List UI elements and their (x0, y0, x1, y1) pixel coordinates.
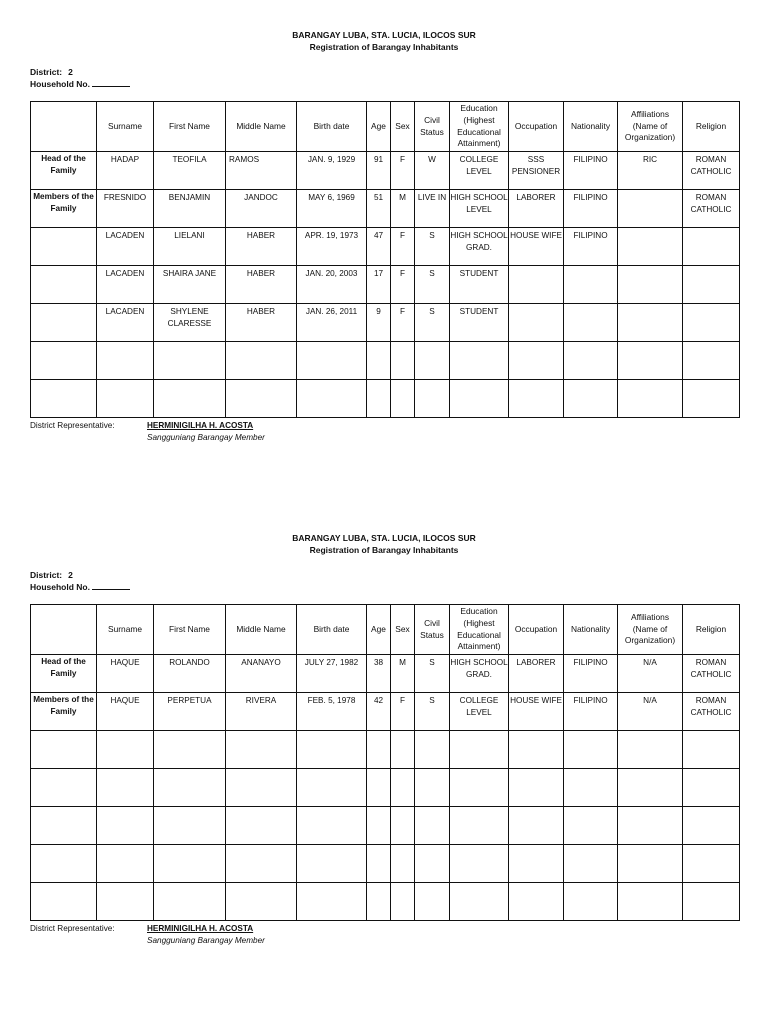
column-header: First Name (154, 102, 226, 152)
column-header: Occupation (509, 102, 564, 152)
cell-birth[interactable] (297, 380, 367, 418)
district-line (30, 569, 130, 581)
cell-surname[interactable]: HAQUE (97, 655, 154, 693)
cell-age[interactable]: 17 (367, 266, 391, 304)
cell-middle[interactable]: ANANAYO (226, 655, 297, 693)
cell-religion[interactable]: ROMAN CATHOLIC (683, 693, 740, 731)
cell-surname[interactable] (97, 883, 154, 921)
column-header: Surname (97, 605, 154, 655)
column-header: Occupation (509, 605, 564, 655)
cell-age[interactable]: 51 (367, 190, 391, 228)
cell-sex[interactable]: F (391, 228, 415, 266)
cell-affiliation[interactable] (618, 883, 683, 921)
table-row (31, 228, 740, 266)
cell-occupation[interactable] (509, 380, 564, 418)
table-row (31, 655, 740, 693)
form-subtitle: Registration of Barangay Inhabitants (309, 42, 459, 52)
cell-affiliation[interactable] (618, 845, 683, 883)
cell-civil[interactable]: S (415, 693, 450, 731)
cell-age[interactable] (367, 342, 391, 380)
cell-civil[interactable]: S (415, 655, 450, 693)
column-header: Birth date (297, 102, 367, 152)
household-number-field[interactable] (92, 78, 130, 87)
table-row (31, 807, 740, 845)
cell-first[interactable] (154, 807, 226, 845)
representative-name: HERMINIGILHA H. ACOSTA (147, 421, 254, 430)
cell-first[interactable] (154, 769, 226, 807)
cell-affiliation[interactable] (618, 304, 683, 342)
column-header: Sex (391, 605, 415, 655)
cell-middle[interactable] (226, 883, 297, 921)
cell-occupation[interactable]: HOUSE WIFE (509, 228, 564, 266)
cell-surname[interactable]: LACADEN (97, 228, 154, 266)
cell-occupation[interactable] (509, 342, 564, 380)
column-header: Civil Status (415, 102, 450, 152)
cell-nationality[interactable]: FILIPINO (564, 190, 618, 228)
column-header: Surname (97, 102, 154, 152)
column-header: Nationality (564, 605, 618, 655)
column-header (31, 102, 97, 152)
cell-education[interactable] (450, 342, 509, 380)
cell-age[interactable] (367, 883, 391, 921)
cell-birth[interactable]: APR. 19, 1973 (297, 228, 367, 266)
cell-education[interactable]: HIGH SCHOOL GRAD. (450, 655, 509, 693)
cell-first[interactable]: TEOFILA (154, 152, 226, 190)
column-header: Birth date (297, 605, 367, 655)
cell-civil[interactable]: S (415, 266, 450, 304)
cell-birth[interactable]: FEB. 5, 1978 (297, 693, 367, 731)
table-row (31, 342, 740, 380)
cell-civil[interactable] (415, 342, 450, 380)
cell-sex[interactable]: F (391, 304, 415, 342)
representative-label: District Representative: (30, 421, 115, 430)
cell-affiliation[interactable] (618, 342, 683, 380)
cell-first[interactable] (154, 380, 226, 418)
household-line (30, 78, 130, 90)
column-header: Education (Highest Educational Attainment) (450, 102, 509, 152)
cell-civil[interactable] (415, 769, 450, 807)
column-header: Age (367, 605, 391, 655)
cell-middle[interactable]: HABER (226, 266, 297, 304)
inhabitants-table (30, 604, 740, 921)
cell-occupation[interactable] (509, 769, 564, 807)
row-label: Members of the Family (31, 190, 97, 228)
row-label (31, 266, 97, 304)
cell-age[interactable] (367, 731, 391, 769)
table-row (31, 152, 740, 190)
cell-birth[interactable]: JULY 27, 1982 (297, 655, 367, 693)
cell-surname[interactable]: HADAP (97, 152, 154, 190)
cell-surname[interactable]: FRESNIDO (97, 190, 154, 228)
cell-surname[interactable] (97, 380, 154, 418)
cell-civil[interactable] (415, 883, 450, 921)
cell-occupation[interactable]: SSS PENSIONER (509, 152, 564, 190)
cell-first[interactable] (154, 883, 226, 921)
cell-affiliation[interactable]: RIC (618, 152, 683, 190)
cell-occupation[interactable] (509, 731, 564, 769)
cell-affiliation[interactable]: N/A (618, 693, 683, 731)
column-header: First Name (154, 605, 226, 655)
cell-occupation[interactable] (509, 266, 564, 304)
cell-age[interactable]: 9 (367, 304, 391, 342)
table-row (31, 380, 740, 418)
cell-sex[interactable]: M (391, 655, 415, 693)
cell-religion[interactable] (683, 266, 740, 304)
cell-nationality[interactable] (564, 769, 618, 807)
cell-age[interactable]: 91 (367, 152, 391, 190)
cell-nationality[interactable] (564, 807, 618, 845)
cell-civil[interactable]: S (415, 304, 450, 342)
cell-education[interactable] (450, 731, 509, 769)
row-label (31, 380, 97, 418)
cell-first[interactable]: LIELANI (154, 228, 226, 266)
form-title: BARANGAY LUBA, STA. LUCIA, ILOCOS SUR (292, 533, 476, 543)
cell-sex[interactable]: F (391, 693, 415, 731)
table-row (31, 769, 740, 807)
column-header: Civil Status (415, 605, 450, 655)
table-row (31, 304, 740, 342)
representative-role: Sangguniang Barangay Member (147, 433, 265, 442)
cell-religion[interactable] (683, 845, 740, 883)
cell-birth[interactable] (297, 883, 367, 921)
row-label (31, 807, 97, 845)
cell-sex[interactable]: F (391, 266, 415, 304)
cell-religion[interactable]: ROMAN CATHOLIC (683, 655, 740, 693)
cell-middle[interactable] (226, 380, 297, 418)
cell-education[interactable] (450, 380, 509, 418)
cell-birth[interactable]: JAN. 9, 1929 (297, 152, 367, 190)
cell-religion[interactable] (683, 883, 740, 921)
cell-first[interactable] (154, 845, 226, 883)
form-subtitle: Registration of Barangay Inhabitants (309, 545, 459, 555)
cell-education[interactable]: COLLEGE LEVEL (450, 693, 509, 731)
cell-civil[interactable] (415, 380, 450, 418)
representative-name: HERMINIGILHA H. ACOSTA (147, 924, 254, 933)
cell-birth[interactable] (297, 807, 367, 845)
row-label (31, 845, 97, 883)
cell-first[interactable]: BENJAMIN (154, 190, 226, 228)
cell-surname[interactable]: HAQUE (97, 693, 154, 731)
registration-form (0, 29, 768, 442)
cell-birth[interactable] (297, 845, 367, 883)
cell-civil[interactable] (415, 731, 450, 769)
district-value: 2 (68, 67, 73, 77)
representative-role: Sangguniang Barangay Member (147, 936, 265, 945)
column-header: Middle Name (226, 102, 297, 152)
cell-sex[interactable] (391, 883, 415, 921)
cell-surname[interactable] (97, 342, 154, 380)
cell-occupation[interactable]: LABORER (509, 655, 564, 693)
cell-sex[interactable] (391, 769, 415, 807)
row-label: Members of the Family (31, 693, 97, 731)
household-number-field[interactable] (92, 581, 130, 590)
cell-education[interactable] (450, 845, 509, 883)
cell-birth[interactable]: JAN. 20, 2003 (297, 266, 367, 304)
cell-religion[interactable] (683, 304, 740, 342)
cell-sex[interactable] (391, 380, 415, 418)
column-header: Education (Highest Educational Attainment) (450, 605, 509, 655)
cell-middle[interactable]: HABER (226, 228, 297, 266)
cell-education[interactable] (450, 769, 509, 807)
column-header: Middle Name (226, 605, 297, 655)
cell-nationality[interactable] (564, 883, 618, 921)
district-line (30, 66, 130, 78)
table-row (31, 845, 740, 883)
cell-nationality[interactable] (564, 342, 618, 380)
cell-religion[interactable] (683, 769, 740, 807)
cell-middle[interactable]: JANDOC (226, 190, 297, 228)
cell-religion[interactable]: ROMAN CATHOLIC (683, 152, 740, 190)
table-row (31, 693, 740, 731)
column-header (31, 605, 97, 655)
row-label (31, 342, 97, 380)
district-label: District: (30, 67, 63, 77)
form-meta (30, 66, 130, 90)
row-label (31, 883, 97, 921)
cell-middle[interactable]: RIVERA (226, 693, 297, 731)
cell-birth[interactable]: JAN. 26, 2011 (297, 304, 367, 342)
cell-civil[interactable]: LIVE IN (415, 190, 450, 228)
cell-nationality[interactable]: FILIPINO (564, 655, 618, 693)
cell-civil[interactable]: S (415, 228, 450, 266)
cell-affiliation[interactable] (618, 190, 683, 228)
cell-nationality[interactable] (564, 304, 618, 342)
cell-civil[interactable]: W (415, 152, 450, 190)
cell-sex[interactable] (391, 807, 415, 845)
cell-occupation[interactable] (509, 304, 564, 342)
cell-first[interactable] (154, 342, 226, 380)
cell-middle[interactable] (226, 342, 297, 380)
cell-religion[interactable] (683, 380, 740, 418)
cell-nationality[interactable]: FILIPINO (564, 228, 618, 266)
cell-surname[interactable] (97, 807, 154, 845)
cell-affiliation[interactable] (618, 380, 683, 418)
cell-education[interactable] (450, 807, 509, 845)
row-label (31, 731, 97, 769)
cell-middle[interactable] (226, 769, 297, 807)
cell-religion[interactable] (683, 342, 740, 380)
column-header: Affiliations (Name of Organization) (618, 102, 683, 152)
cell-education[interactable]: STUDENT (450, 266, 509, 304)
district-value: 2 (68, 570, 73, 580)
cell-surname[interactable] (97, 845, 154, 883)
household-label: Household No. (30, 582, 90, 592)
cell-sex[interactable] (391, 342, 415, 380)
cell-nationality[interactable] (564, 845, 618, 883)
cell-occupation[interactable] (509, 845, 564, 883)
cell-surname[interactable] (97, 769, 154, 807)
cell-education[interactable] (450, 883, 509, 921)
district-label: District: (30, 570, 63, 580)
district-representative (30, 420, 265, 444)
cell-nationality[interactable] (564, 731, 618, 769)
column-header: Nationality (564, 102, 618, 152)
cell-religion[interactable] (683, 807, 740, 845)
cell-education[interactable]: COLLEGE LEVEL (450, 152, 509, 190)
cell-occupation[interactable] (509, 807, 564, 845)
cell-birth[interactable] (297, 342, 367, 380)
cell-civil[interactable] (415, 807, 450, 845)
cell-nationality[interactable]: FILIPINO (564, 152, 618, 190)
form-title: BARANGAY LUBA, STA. LUCIA, ILOCOS SUR (292, 30, 476, 40)
cell-affiliation[interactable] (618, 266, 683, 304)
table-row (31, 266, 740, 304)
row-label (31, 228, 97, 266)
column-header: Religion (683, 102, 740, 152)
cell-first[interactable]: ROLANDO (154, 655, 226, 693)
cell-affiliation[interactable]: N/A (618, 655, 683, 693)
column-header: Religion (683, 605, 740, 655)
table-row (31, 731, 740, 769)
household-line (30, 581, 130, 593)
cell-affiliation[interactable] (618, 807, 683, 845)
cell-first[interactable]: SHYLENE CLARESSE (154, 304, 226, 342)
column-header: Age (367, 102, 391, 152)
cell-middle[interactable] (226, 731, 297, 769)
cell-surname[interactable] (97, 731, 154, 769)
cell-age[interactable] (367, 845, 391, 883)
cell-middle[interactable]: HABER (226, 304, 297, 342)
cell-affiliation[interactable] (618, 769, 683, 807)
district-representative (30, 923, 265, 947)
inhabitants-table (30, 101, 740, 418)
cell-religion[interactable]: ROMAN CATHOLIC (683, 190, 740, 228)
cell-nationality[interactable]: FILIPINO (564, 693, 618, 731)
representative-label: District Representative: (30, 924, 115, 933)
cell-birth[interactable]: MAY 6, 1969 (297, 190, 367, 228)
cell-religion[interactable] (683, 228, 740, 266)
row-label: Head of the Family (31, 152, 97, 190)
registration-form (0, 532, 768, 945)
cell-civil[interactable] (415, 845, 450, 883)
cell-occupation[interactable] (509, 883, 564, 921)
cell-birth[interactable] (297, 769, 367, 807)
cell-age[interactable]: 38 (367, 655, 391, 693)
cell-surname[interactable]: LACADEN (97, 266, 154, 304)
form-meta (30, 569, 130, 593)
cell-age[interactable] (367, 380, 391, 418)
cell-occupation[interactable]: LABORER (509, 190, 564, 228)
cell-birth[interactable] (297, 731, 367, 769)
cell-age[interactable] (367, 769, 391, 807)
cell-nationality[interactable] (564, 266, 618, 304)
cell-nationality[interactable] (564, 380, 618, 418)
row-label (31, 304, 97, 342)
cell-affiliation[interactable] (618, 731, 683, 769)
table-row (31, 883, 740, 921)
cell-first[interactable]: PERPETUA (154, 693, 226, 731)
cell-religion[interactable] (683, 731, 740, 769)
cell-education[interactable]: HIGH SCHOOL GRAD. (450, 228, 509, 266)
row-label (31, 769, 97, 807)
cell-sex[interactable]: F (391, 152, 415, 190)
cell-age[interactable]: 42 (367, 693, 391, 731)
cell-age[interactable] (367, 807, 391, 845)
row-label: Head of the Family (31, 655, 97, 693)
column-header: Sex (391, 102, 415, 152)
cell-education[interactable]: STUDENT (450, 304, 509, 342)
cell-first[interactable] (154, 731, 226, 769)
cell-age[interactable]: 47 (367, 228, 391, 266)
cell-first[interactable]: SHAIRA JANE (154, 266, 226, 304)
cell-sex[interactable] (391, 845, 415, 883)
cell-sex[interactable]: M (391, 190, 415, 228)
cell-education[interactable]: HIGH SCHOOL LEVEL (450, 190, 509, 228)
column-header: Affiliations (Name of Organization) (618, 605, 683, 655)
cell-surname[interactable]: LACADEN (97, 304, 154, 342)
cell-middle[interactable] (226, 845, 297, 883)
cell-sex[interactable] (391, 731, 415, 769)
cell-occupation[interactable]: HOUSE WIFE (509, 693, 564, 731)
cell-middle[interactable] (226, 807, 297, 845)
table-row (31, 190, 740, 228)
household-label: Household No. (30, 79, 90, 89)
cell-affiliation[interactable] (618, 228, 683, 266)
cell-middle[interactable]: RAMOS (226, 152, 297, 190)
